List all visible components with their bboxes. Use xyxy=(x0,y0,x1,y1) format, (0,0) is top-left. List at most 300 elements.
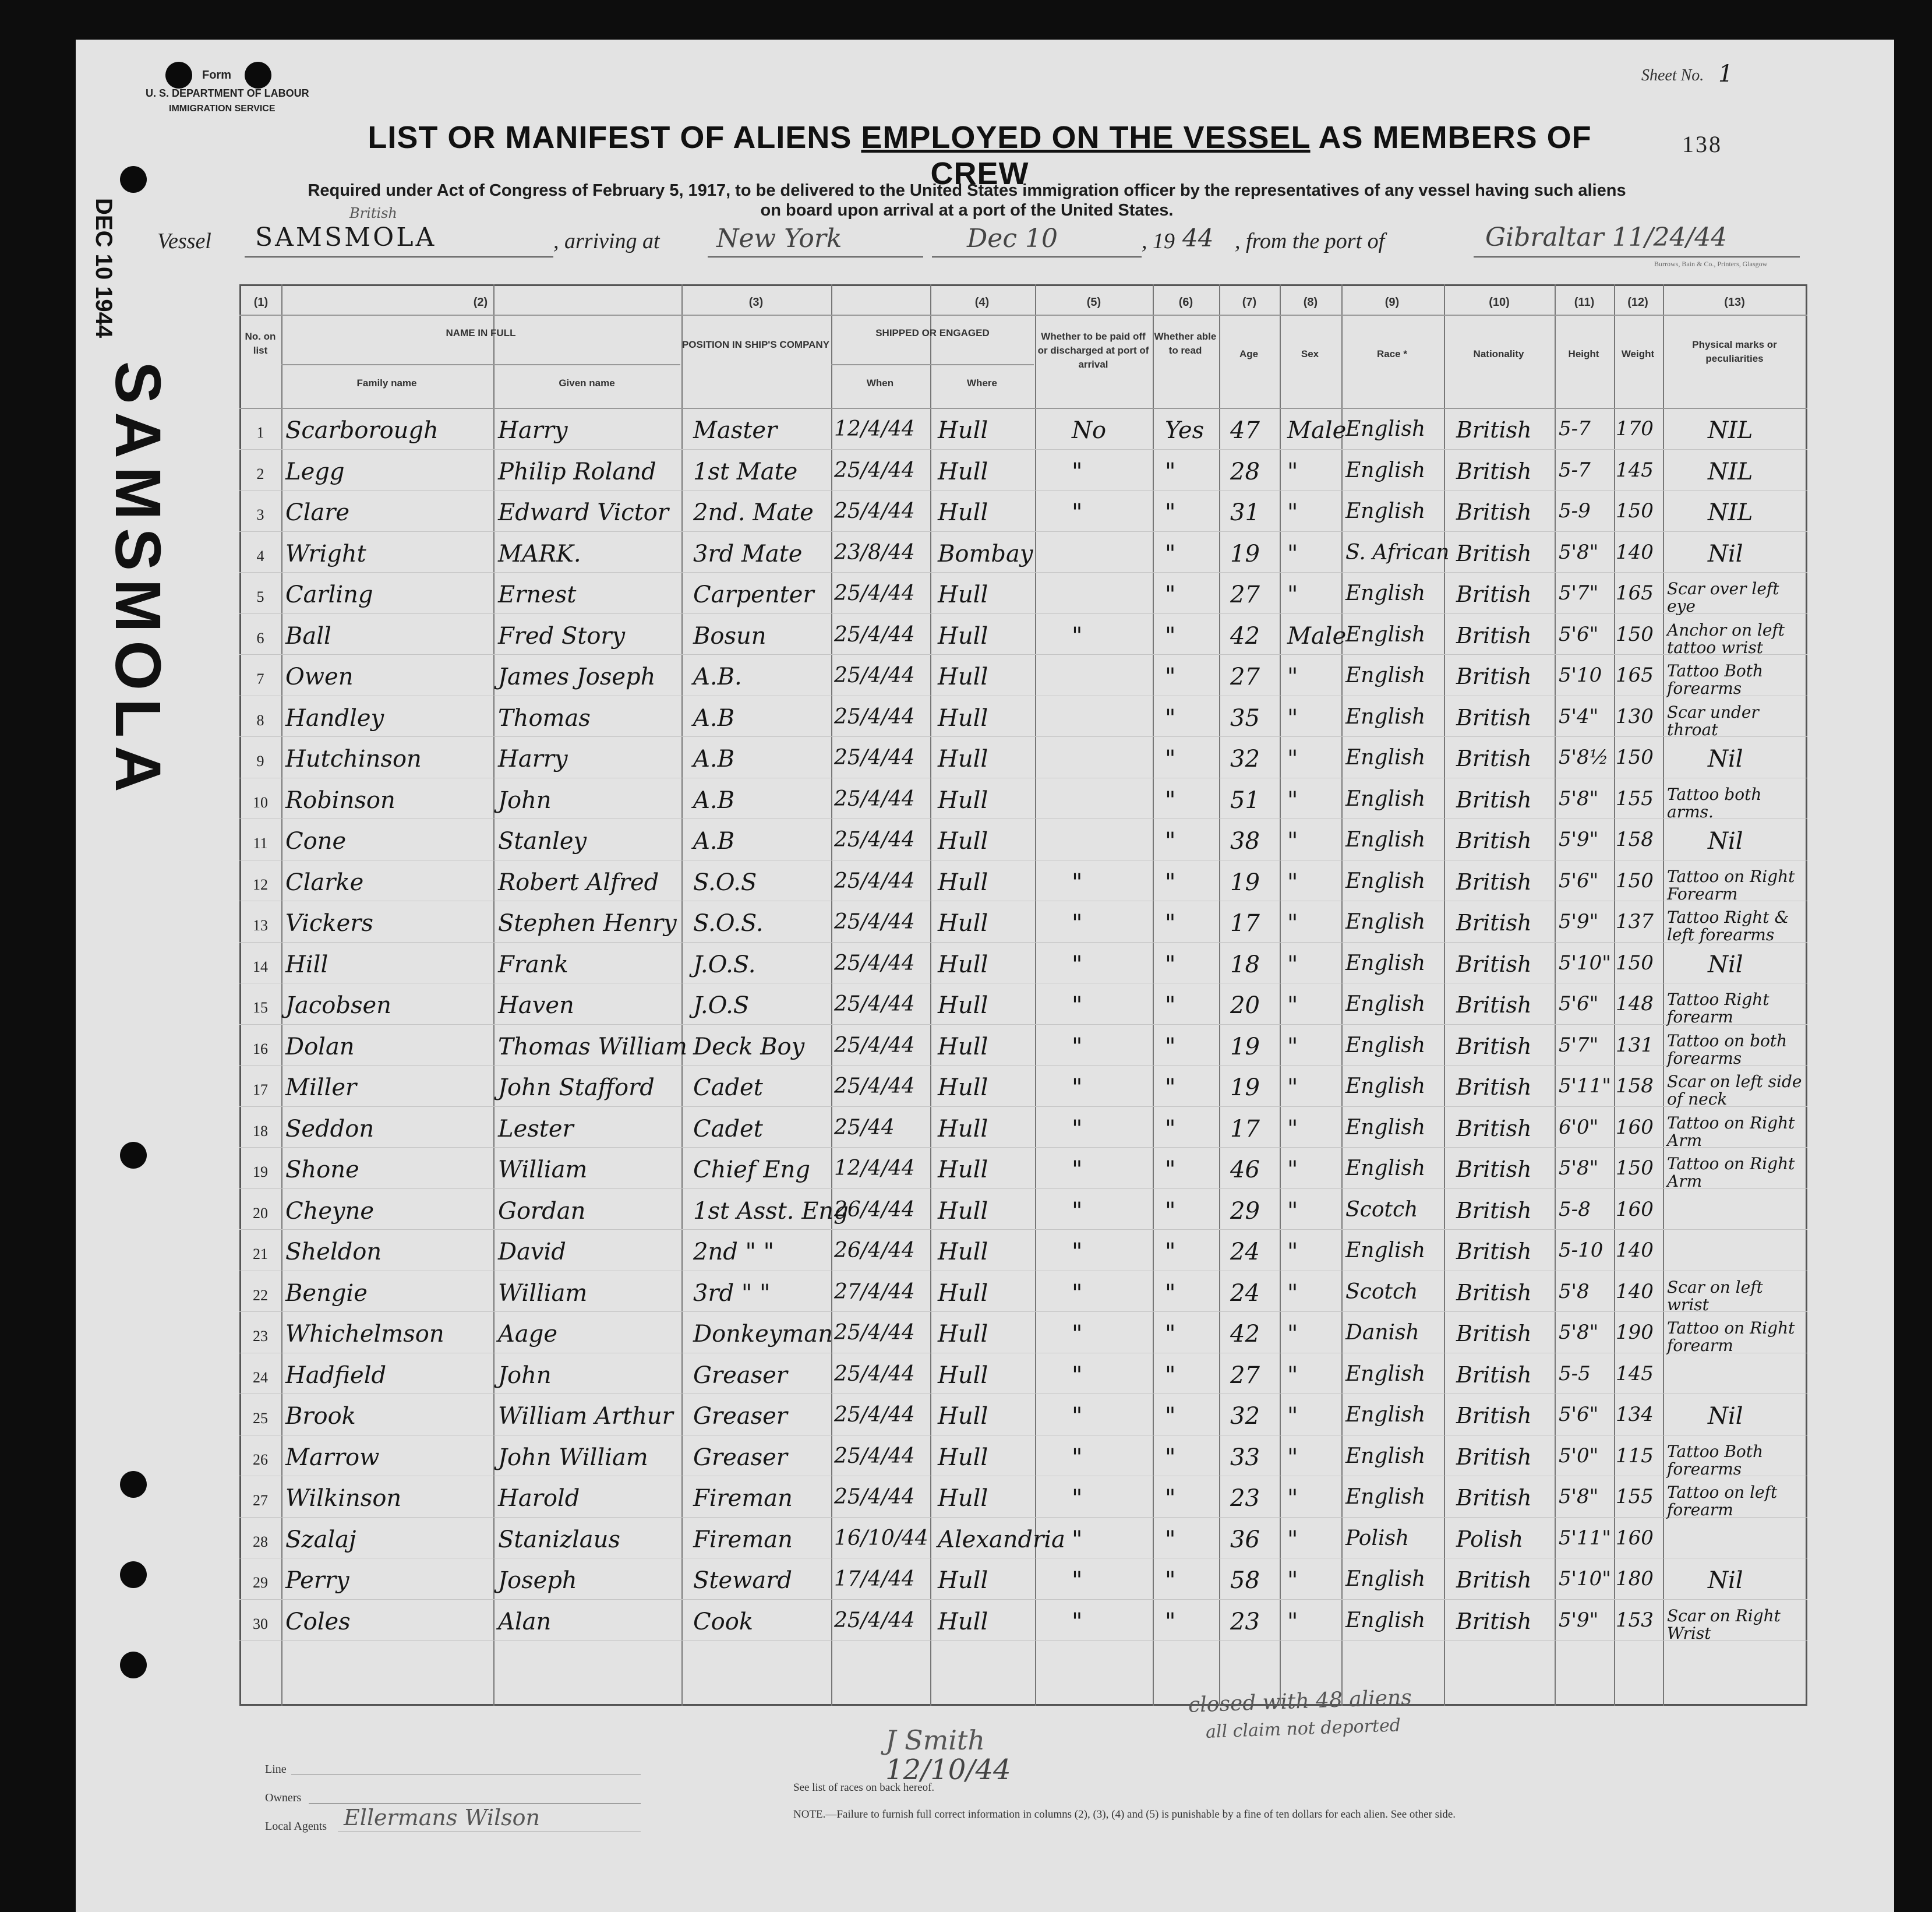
row-nationality: British xyxy=(1456,1485,1532,1511)
row-number: 19 xyxy=(253,1163,268,1180)
row-shipped-where: Hull xyxy=(938,1033,988,1060)
row-weight: 130 xyxy=(1616,705,1654,728)
row-age: 35 xyxy=(1230,705,1260,732)
row-rule xyxy=(239,736,1807,737)
row-able-to-read: " xyxy=(1165,746,1176,772)
row-given-name: Philip Roland xyxy=(498,458,656,485)
row-given-name: Lester xyxy=(498,1116,574,1142)
row-weight: 190 xyxy=(1616,1321,1654,1344)
row-given-name: Aage xyxy=(498,1321,558,1347)
row-position: Fireman xyxy=(693,1526,793,1553)
row-shipped-where: Hull xyxy=(938,1280,988,1307)
page-number: 138 xyxy=(1682,131,1722,157)
row-shipped-where: Hull xyxy=(938,1116,988,1142)
row-given-name: William Arthur xyxy=(498,1403,673,1430)
row-marks: Anchor on left tattoo wrist xyxy=(1667,620,1785,657)
column-rule xyxy=(1035,284,1036,1706)
row-race: English xyxy=(1345,869,1426,893)
row-paid-off: " xyxy=(1072,1156,1083,1183)
row-sex: Male xyxy=(1287,417,1347,444)
row-family-name: Marrow xyxy=(285,1444,380,1471)
row-family-name: Vickers xyxy=(285,910,373,937)
row-able-to-read: " xyxy=(1165,541,1176,567)
row-given-name: Thomas xyxy=(498,705,591,732)
row-race: English xyxy=(1345,1567,1426,1591)
row-shipped-where: Hull xyxy=(938,1239,988,1265)
row-family-name: Robinson xyxy=(285,787,395,814)
row-marks: NIL xyxy=(1708,417,1753,444)
header-rule xyxy=(831,364,1034,365)
row-shipped-where: Hull xyxy=(938,1485,988,1512)
row-race: English xyxy=(1345,828,1426,852)
row-sex: " xyxy=(1287,664,1298,690)
row-age: 24 xyxy=(1230,1280,1260,1307)
row-marks: Scar on left side of neck xyxy=(1667,1072,1802,1109)
row-position: Cadet xyxy=(693,1116,763,1142)
row-rule xyxy=(239,1311,1807,1312)
row-shipped-where: Hull xyxy=(938,869,988,896)
row-height: 5'9" xyxy=(1559,828,1599,851)
row-rule xyxy=(239,1599,1807,1600)
row-family-name: Scarborough xyxy=(285,417,439,444)
closing-note-line2: all claim not deported xyxy=(1205,1715,1401,1742)
row-nationality: British xyxy=(1456,1280,1532,1306)
row-height: 5'0" xyxy=(1559,1444,1599,1467)
row-weight: 180 xyxy=(1616,1567,1654,1590)
row-weight: 115 xyxy=(1616,1444,1654,1467)
row-nationality: British xyxy=(1456,910,1532,936)
form-label: Form xyxy=(202,69,231,82)
row-shipped-when: 25/4/44 xyxy=(834,1321,915,1345)
row-shipped-where: Hull xyxy=(938,951,988,978)
row-able-to-read: " xyxy=(1165,581,1176,608)
row-age: 58 xyxy=(1230,1567,1260,1594)
agents-label: Local Agents xyxy=(265,1820,327,1833)
row-race: Scotch xyxy=(1345,1280,1418,1304)
punch-hole xyxy=(120,1652,147,1678)
row-family-name: Handley xyxy=(285,705,384,732)
row-number: 21 xyxy=(253,1246,268,1262)
row-able-to-read: " xyxy=(1165,1485,1176,1512)
row-able-to-read: " xyxy=(1165,1156,1176,1183)
row-shipped-where: Hull xyxy=(938,705,988,732)
closing-note-line1: closed with 48 aliens xyxy=(1188,1685,1412,1717)
row-paid-off: " xyxy=(1072,1321,1083,1347)
row-nationality: Polish xyxy=(1456,1526,1524,1552)
row-able-to-read: " xyxy=(1165,705,1176,732)
row-age: 42 xyxy=(1230,1321,1260,1347)
row-race: English xyxy=(1345,1608,1426,1632)
col-header-name: NAME IN FULL xyxy=(446,327,516,338)
row-shipped-when: 27/4/44 xyxy=(834,1280,915,1304)
column-rule xyxy=(1153,284,1154,1706)
column-rule xyxy=(930,284,931,1706)
row-age: 27 xyxy=(1230,581,1260,608)
row-paid-off: No xyxy=(1072,417,1107,444)
row-shipped-when: 26/4/44 xyxy=(834,1239,915,1262)
row-family-name: Coles xyxy=(285,1608,351,1635)
stamp-ship: SAMSMOLA xyxy=(102,361,174,800)
row-height: 5'8½ xyxy=(1559,746,1609,769)
row-sex: " xyxy=(1287,1280,1298,1307)
row-nationality: British xyxy=(1456,499,1532,525)
column-number: (4) xyxy=(974,296,990,309)
column-rule xyxy=(1663,284,1664,1706)
row-family-name: Brook xyxy=(285,1403,356,1430)
row-able-to-read: " xyxy=(1165,910,1176,937)
row-height: 5'8" xyxy=(1559,1485,1599,1508)
row-weight: 140 xyxy=(1616,1239,1654,1262)
row-nationality: British xyxy=(1456,581,1532,607)
column-number: (3) xyxy=(748,296,764,309)
row-family-name: Miller xyxy=(285,1074,357,1101)
row-paid-off: " xyxy=(1072,499,1083,526)
row-sex: " xyxy=(1287,1403,1298,1430)
column-number: (7) xyxy=(1242,296,1257,309)
row-race: English xyxy=(1345,1116,1426,1140)
row-able-to-read: " xyxy=(1165,1608,1176,1635)
row-shipped-when: 25/4/44 xyxy=(834,1033,915,1057)
row-rule xyxy=(239,1024,1807,1025)
row-number: 16 xyxy=(253,1040,268,1057)
row-position: 1st Mate xyxy=(693,458,798,485)
row-height: 5-9 xyxy=(1559,499,1591,523)
row-sex: " xyxy=(1287,1033,1298,1060)
row-family-name: Carling xyxy=(285,581,373,608)
row-family-name: Bengie xyxy=(285,1280,368,1307)
row-marks: Tattoo on left forearm xyxy=(1667,1483,1778,1519)
row-age: 19 xyxy=(1230,869,1260,896)
row-race: English xyxy=(1345,1485,1426,1509)
row-rule xyxy=(239,1188,1807,1189)
row-number: 17 xyxy=(253,1081,268,1098)
column-number: (5) xyxy=(1086,296,1101,309)
row-number: 26 xyxy=(253,1451,268,1468)
row-age: 31 xyxy=(1230,499,1260,526)
subtitle-line: Required under Act of Congress of February 5, 1917, to be delivered to the United States immigration officer by the representatives of any vessel having such aliens xyxy=(308,181,1626,200)
row-rule xyxy=(239,531,1807,532)
column-rule xyxy=(1219,284,1220,1706)
row-height: 5'11" xyxy=(1559,1074,1611,1098)
row-position: Deck Boy xyxy=(693,1033,805,1060)
row-shipped-when: 12/4/44 xyxy=(834,417,915,441)
row-number: 30 xyxy=(253,1615,268,1632)
row-given-name: Harry xyxy=(498,417,568,444)
row-number: 18 xyxy=(253,1123,268,1140)
row-race: English xyxy=(1345,417,1426,441)
row-paid-off: " xyxy=(1072,623,1083,650)
row-race: English xyxy=(1345,458,1426,482)
row-position: Cook xyxy=(693,1608,754,1635)
printer-credit: Burrows, Bain & Co., Printers, Glasgow xyxy=(1654,260,1768,268)
row-given-name: William xyxy=(498,1280,588,1307)
column-number: (9) xyxy=(1384,296,1400,309)
row-family-name: Jacobsen xyxy=(285,992,391,1019)
col-header-where: Where xyxy=(967,378,997,389)
row-given-name: James Joseph xyxy=(498,664,656,690)
column-rule xyxy=(1444,284,1445,1706)
row-sex: " xyxy=(1287,951,1298,978)
row-age: 29 xyxy=(1230,1198,1260,1225)
column-number: (11) xyxy=(1574,296,1595,309)
row-family-name: Shone xyxy=(285,1156,359,1183)
row-nationality: British xyxy=(1456,1567,1532,1593)
row-position: 3rd " " xyxy=(693,1280,771,1307)
row-shipped-where: Hull xyxy=(938,581,988,608)
row-nationality: British xyxy=(1456,664,1532,689)
row-number: 14 xyxy=(253,958,268,975)
row-paid-off: " xyxy=(1072,1403,1083,1430)
row-position: Bosun xyxy=(693,623,767,650)
vessel-name: SAMSMOLA xyxy=(255,223,437,252)
punch-hole xyxy=(120,1471,147,1498)
row-position: Cadet xyxy=(693,1074,763,1101)
col-header-shipped: SHIPPED OR ENGAGED xyxy=(875,327,990,338)
row-nationality: British xyxy=(1456,1198,1532,1223)
row-shipped-when: 25/4/44 xyxy=(834,787,915,811)
row-given-name: Stanizlaus xyxy=(498,1526,620,1553)
row-able-to-read: " xyxy=(1165,1280,1176,1307)
row-shipped-where: Hull xyxy=(938,623,988,650)
row-nationality: British xyxy=(1456,828,1532,853)
row-number: 7 xyxy=(256,671,264,687)
row-position: Greaser xyxy=(693,1403,787,1430)
row-marks: Nil xyxy=(1708,746,1743,772)
field-underline xyxy=(932,256,1142,257)
row-number: 24 xyxy=(253,1369,268,1386)
signature-date: 12/10/44 xyxy=(885,1754,1011,1786)
row-nationality: British xyxy=(1456,458,1532,484)
row-number: 22 xyxy=(253,1287,268,1304)
row-marks: NIL xyxy=(1708,458,1753,485)
column-number: (8) xyxy=(1303,296,1318,309)
column-number: (12) xyxy=(1627,296,1648,309)
races-note: See list of races on back hereof. xyxy=(793,1782,935,1794)
row-paid-off: " xyxy=(1072,1567,1083,1594)
col-header-paid-off: Whether to be paid off or discharged at port of arrival xyxy=(1037,331,1149,370)
punch-hole xyxy=(120,166,147,193)
from-label: , from the port of xyxy=(1235,229,1385,253)
stamp-date: DEC 10 1944 xyxy=(91,198,116,338)
row-paid-off: " xyxy=(1072,1280,1083,1307)
column-rule xyxy=(493,284,495,1706)
row-able-to-read: " xyxy=(1165,458,1176,485)
row-marks: Tattoo on Right Forearm xyxy=(1667,867,1795,904)
row-able-to-read: " xyxy=(1165,869,1176,896)
row-shipped-when: 17/4/44 xyxy=(834,1567,915,1591)
row-sex: " xyxy=(1287,1321,1298,1347)
row-paid-off: " xyxy=(1072,1074,1083,1101)
row-marks: Tattoo both arms. xyxy=(1667,785,1762,821)
title-part: LIST OR MANIFEST OF ALIENS xyxy=(368,120,861,155)
col-header-sex: Sex xyxy=(1301,348,1319,359)
col-header-age: Age xyxy=(1239,348,1259,359)
row-position: Fireman xyxy=(693,1485,793,1512)
row-rule xyxy=(239,1065,1807,1066)
row-number: 20 xyxy=(253,1205,268,1222)
row-age: 38 xyxy=(1230,828,1260,855)
row-paid-off: " xyxy=(1072,1198,1083,1225)
row-able-to-read: " xyxy=(1165,1444,1176,1471)
row-weight: 165 xyxy=(1616,581,1654,605)
row-shipped-when: 25/4/44 xyxy=(834,581,915,605)
row-shipped-where: Hull xyxy=(938,1156,988,1183)
row-shipped-when: 25/4/44 xyxy=(834,623,915,647)
row-position: 2nd " " xyxy=(693,1239,775,1265)
col-header-given: Given name xyxy=(559,378,615,389)
row-weight: 160 xyxy=(1616,1526,1654,1550)
line-label: Line xyxy=(265,1763,287,1776)
row-family-name: Whichelmson xyxy=(285,1321,444,1347)
row-race: English xyxy=(1345,705,1426,729)
column-rule xyxy=(1614,284,1615,1706)
row-family-name: Dolan xyxy=(285,1033,355,1060)
row-shipped-where: Hull xyxy=(938,499,988,526)
row-given-name: Stanley xyxy=(498,828,587,855)
arriving-label: , arriving at xyxy=(553,229,660,253)
row-able-to-read: " xyxy=(1165,828,1176,855)
row-height: 5'8 xyxy=(1559,1280,1590,1303)
row-paid-off: " xyxy=(1072,1116,1083,1142)
row-number: 27 xyxy=(253,1492,268,1509)
row-race: English xyxy=(1345,581,1426,605)
row-paid-off: " xyxy=(1072,910,1083,937)
row-shipped-where: Hull xyxy=(938,1321,988,1347)
row-shipped-where: Hull xyxy=(938,1567,988,1594)
row-sex: " xyxy=(1287,1485,1298,1512)
row-position: 2nd. Mate xyxy=(693,499,814,526)
column-rule xyxy=(1341,284,1343,1706)
row-shipped-when: 12/4/44 xyxy=(834,1156,915,1180)
row-shipped-when: 16/10/44 xyxy=(834,1526,928,1550)
row-sex: " xyxy=(1287,1074,1298,1101)
row-sex: " xyxy=(1287,1567,1298,1594)
row-sex: Male xyxy=(1287,623,1347,650)
row-age: 28 xyxy=(1230,458,1260,485)
row-race: S. African xyxy=(1345,541,1450,565)
row-position: Greaser xyxy=(693,1444,787,1471)
row-weight: 150 xyxy=(1616,499,1654,523)
row-shipped-when: 25/4/44 xyxy=(834,951,915,975)
row-shipped-where: Hull xyxy=(938,746,988,772)
row-shipped-when: 25/4/44 xyxy=(834,869,915,893)
row-family-name: Wilkinson xyxy=(285,1485,402,1512)
row-nationality: British xyxy=(1456,1074,1532,1100)
row-nationality: British xyxy=(1456,1608,1532,1634)
department-label: U. S. DEPARTMENT OF LABOUR xyxy=(146,87,309,99)
row-shipped-when: 25/4/44 xyxy=(834,992,915,1016)
row-position: Greaser xyxy=(693,1362,787,1389)
row-rule xyxy=(239,490,1807,491)
row-weight: 160 xyxy=(1616,1116,1654,1139)
row-family-name: Ball xyxy=(285,623,331,650)
row-age: 32 xyxy=(1230,746,1260,772)
row-able-to-read: " xyxy=(1165,1403,1176,1430)
row-position: S.O.S. xyxy=(693,910,764,937)
row-position: A.B xyxy=(693,746,734,772)
row-shipped-where: Bombay xyxy=(938,541,1033,567)
column-number: (10) xyxy=(1489,296,1510,309)
punch-hole xyxy=(120,1142,147,1169)
row-age: 24 xyxy=(1230,1239,1260,1265)
row-sex: " xyxy=(1287,1362,1298,1389)
row-shipped-where: Hull xyxy=(938,910,988,937)
row-marks: Tattoo Right & left forearms xyxy=(1667,908,1789,944)
subtitle xyxy=(175,181,1759,220)
row-number: 8 xyxy=(256,712,264,729)
row-number: 25 xyxy=(253,1410,268,1427)
field-underline xyxy=(1474,256,1800,257)
row-able-to-read: " xyxy=(1165,1362,1176,1389)
row-race: Scotch xyxy=(1345,1198,1418,1222)
agents-value: Ellermans Wilson xyxy=(344,1805,540,1830)
field-underline xyxy=(708,256,923,257)
row-nationality: British xyxy=(1456,1116,1532,1141)
row-paid-off: " xyxy=(1072,1526,1083,1553)
row-race: English xyxy=(1345,623,1426,647)
row-position: A.B xyxy=(693,705,734,732)
row-marks: Scar under throat xyxy=(1667,703,1759,739)
row-race: English xyxy=(1345,992,1426,1016)
row-family-name: Hutchinson xyxy=(285,746,422,772)
row-marks: Tattoo on both forearms xyxy=(1667,1031,1788,1068)
row-shipped-where: Hull xyxy=(938,1608,988,1635)
row-shipped-when: 23/8/44 xyxy=(834,541,915,565)
col-header-weight: Weight xyxy=(1621,348,1655,359)
row-age: 23 xyxy=(1230,1485,1260,1512)
row-sex: " xyxy=(1287,1239,1298,1265)
row-age: 19 xyxy=(1230,1033,1260,1060)
row-paid-off: " xyxy=(1072,1444,1083,1471)
row-marks: Nil xyxy=(1708,1567,1743,1594)
row-nationality: British xyxy=(1456,787,1532,813)
column-rule xyxy=(831,284,832,1706)
row-sex: " xyxy=(1287,828,1298,855)
row-shipped-when: 25/4/44 xyxy=(834,1444,915,1468)
row-marks: Tattoo on Right forearm xyxy=(1667,1318,1795,1355)
row-nationality: British xyxy=(1456,705,1532,731)
row-nationality: British xyxy=(1456,1156,1532,1182)
column-number: (2) xyxy=(473,296,488,309)
row-nationality: British xyxy=(1456,1033,1532,1059)
col-header-family: Family name xyxy=(356,378,417,389)
row-shipped-where: Hull xyxy=(938,417,988,444)
row-position: S.O.S xyxy=(693,869,757,896)
row-paid-off: " xyxy=(1072,1485,1083,1512)
row-shipped-when: 25/4/44 xyxy=(834,746,915,770)
row-number: 28 xyxy=(253,1533,268,1550)
row-shipped-where: Hull xyxy=(938,992,988,1019)
row-marks: Nil xyxy=(1708,541,1743,567)
row-race: English xyxy=(1345,1362,1426,1386)
row-marks: Tattoo Both forearms xyxy=(1667,661,1764,698)
row-given-name: John xyxy=(498,1362,552,1389)
row-rule xyxy=(239,1106,1807,1107)
row-given-name: John xyxy=(498,787,552,814)
row-height: 5'6" xyxy=(1559,1403,1599,1426)
row-weight: 170 xyxy=(1616,417,1654,440)
row-age: 27 xyxy=(1230,1362,1260,1389)
row-sex: " xyxy=(1287,705,1298,732)
col-header-marks: Physical marks or peculiarities xyxy=(1692,339,1777,364)
row-family-name: Owen xyxy=(285,664,354,690)
row-given-name: William xyxy=(498,1156,588,1183)
col-header-no: No. on list xyxy=(245,331,276,356)
row-given-name: Harry xyxy=(498,746,568,772)
row-height: 5-7 xyxy=(1559,417,1591,440)
row-height: 5'7" xyxy=(1559,1033,1599,1057)
row-sex: " xyxy=(1287,910,1298,937)
